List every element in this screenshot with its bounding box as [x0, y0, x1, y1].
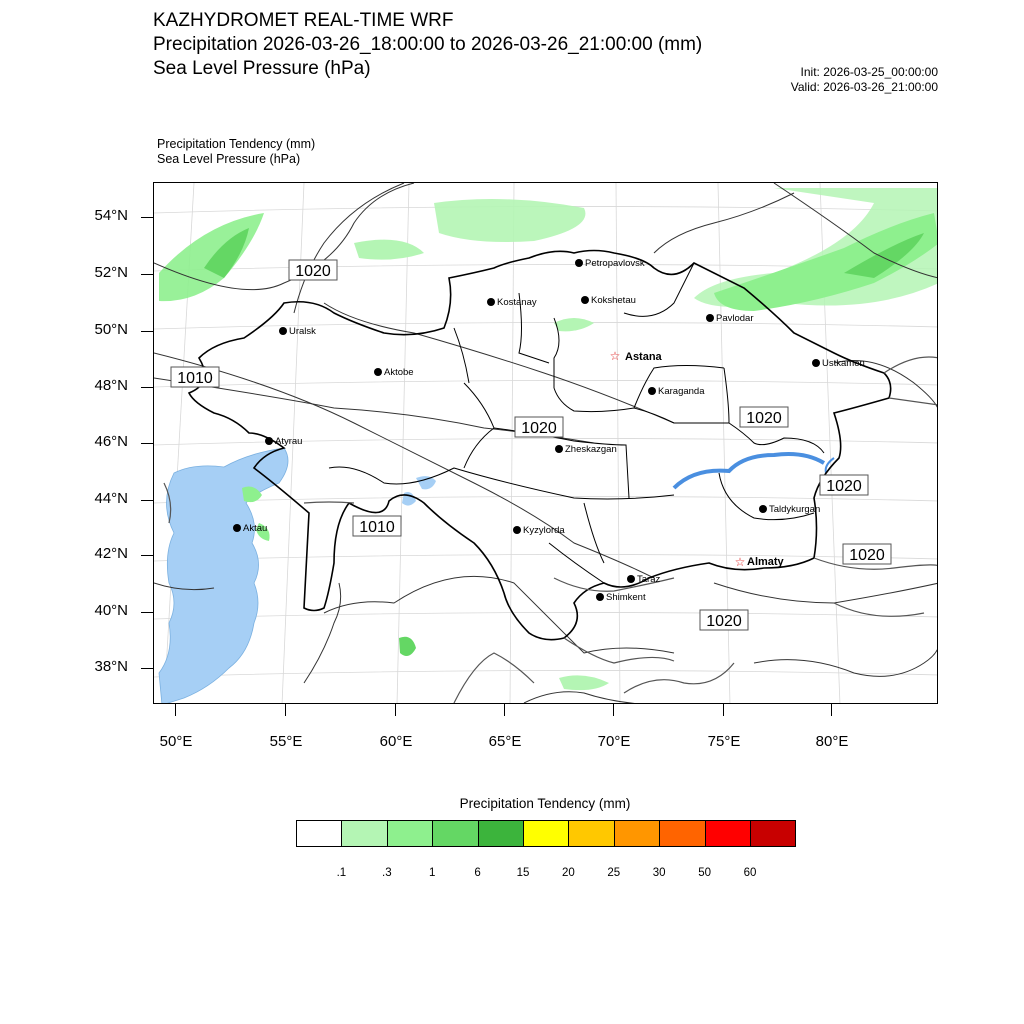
svg-text:1010: 1010	[177, 370, 213, 387]
lat-tick-label: 38°N	[94, 658, 128, 675]
city-zheskazgan	[555, 444, 617, 455]
isobar-label	[740, 407, 788, 427]
svg-text:Pavlodar: Pavlodar	[716, 313, 754, 324]
colorbar-swatch	[614, 820, 660, 847]
svg-text:Taraz: Taraz	[637, 574, 661, 585]
colorbar-label: 15	[516, 867, 530, 879]
lat-tick-mark	[141, 555, 153, 556]
lon-tick-label: 65°E	[488, 733, 522, 750]
colorbar-swatch	[478, 820, 524, 847]
lon-tick-mark	[175, 704, 176, 716]
title-line-3: Sea Level Pressure (hPa)	[153, 58, 371, 79]
field-label-precip: Precipitation Tendency (mm)	[157, 137, 316, 151]
lat-tick-label: 40°N	[94, 602, 128, 619]
star-icon: ☆	[609, 349, 621, 363]
lake-balkhash	[674, 454, 824, 488]
lat-tick-mark	[141, 612, 153, 613]
colorbar-swatch	[659, 820, 705, 847]
lat-tick-label: 44°N	[94, 490, 128, 507]
colorbar-label: 25	[607, 867, 621, 879]
colorbar-title: Precipitation Tendency (mm)	[459, 796, 631, 811]
svg-text:Karaganda: Karaganda	[658, 386, 705, 397]
svg-text:1020: 1020	[746, 410, 782, 427]
lat-tick-mark	[141, 217, 153, 218]
svg-text:Uralsk: Uralsk	[289, 326, 316, 337]
isobar-label	[515, 417, 563, 437]
colorbar-swatch	[296, 820, 342, 847]
map-canvas	[154, 183, 938, 704]
colorbar-label: 20	[561, 867, 575, 879]
colorbar-swatch	[387, 820, 433, 847]
lon-tick-label: 80°E	[815, 733, 849, 750]
city-taldykurgan	[759, 504, 820, 515]
city-pavlodar	[706, 313, 754, 324]
lon-tick-label: 55°E	[269, 733, 303, 750]
svg-text:1010: 1010	[359, 519, 395, 536]
lat-tick-label: 52°N	[94, 264, 128, 281]
colorbar-swatch	[568, 820, 614, 847]
svg-text:Ustkamen: Ustkamen	[822, 358, 865, 369]
city-astana	[610, 349, 663, 363]
isobar-label	[289, 260, 337, 280]
lat-tick-mark	[141, 443, 153, 444]
lon-tick-mark	[723, 704, 724, 716]
isobar-label	[353, 516, 401, 536]
city-kyzylorda	[513, 525, 565, 536]
city-ustkamen	[812, 358, 865, 369]
svg-text:1020: 1020	[706, 613, 742, 630]
svg-text:1020: 1020	[849, 547, 885, 564]
colorbar-swatch	[705, 820, 751, 847]
colorbar-swatch	[341, 820, 387, 847]
svg-text:Zheskazgan: Zheskazgan	[565, 444, 617, 455]
lat-tick-label: 50°N	[94, 321, 128, 338]
colorbar-label: 50	[698, 867, 711, 879]
svg-text:Kyzylorda: Kyzylorda	[523, 525, 565, 536]
title-line-1: KAZHYDROMET REAL-TIME WRF	[153, 10, 454, 31]
svg-text:Kokshetau: Kokshetau	[591, 295, 636, 306]
lon-tick-label: 50°E	[159, 733, 193, 750]
svg-text:Taldykurgan: Taldykurgan	[769, 504, 821, 515]
lon-tick-mark	[285, 704, 286, 716]
city-almaty	[735, 555, 785, 569]
svg-text:Almaty: Almaty	[747, 556, 784, 568]
city-petropavlovsk	[575, 258, 645, 269]
svg-text:1020: 1020	[826, 478, 862, 495]
lat-tick-mark	[141, 387, 153, 388]
title-line-2: Precipitation 2026-03-26_18:00:00 to 2026-03-26_21:00:00 (mm)	[153, 34, 703, 55]
svg-text:Aktau: Aktau	[243, 523, 268, 534]
colorbar-label: 30	[652, 867, 666, 879]
colorbar-label: 1	[428, 867, 436, 879]
svg-text:1020: 1020	[295, 263, 331, 280]
colorbar-label: 60	[743, 867, 757, 879]
colorbar-swatch	[432, 820, 478, 847]
svg-text:Astana: Astana	[625, 351, 662, 363]
city-atyrau	[265, 436, 302, 447]
svg-text:Atyrau: Atyrau	[275, 436, 303, 447]
colorbar-label: 6	[474, 867, 481, 879]
caspian-sea	[159, 448, 288, 704]
lat-tick-mark	[141, 500, 153, 501]
lon-tick-mark	[831, 704, 832, 716]
lat-tick-label: 54°N	[94, 207, 128, 224]
svg-text:Petropavlovsk: Petropavlovsk	[585, 258, 645, 269]
svg-text:Kostanay: Kostanay	[497, 297, 537, 308]
svg-text:Aktobe: Aktobe	[384, 367, 414, 378]
lat-tick-mark	[141, 274, 153, 275]
city-shimkent	[596, 592, 646, 603]
svg-text:1020: 1020	[521, 420, 557, 437]
city-karaganda	[648, 386, 705, 397]
isobar-label	[171, 367, 219, 387]
lon-tick-label: 60°E	[379, 733, 413, 750]
svg-text:Shimkent: Shimkent	[606, 592, 646, 603]
isobar-label	[843, 544, 891, 564]
city-uralsk	[279, 326, 316, 337]
city-kostanay	[487, 297, 537, 308]
lat-tick-label: 48°N	[94, 377, 128, 394]
aral-sea	[416, 476, 436, 489]
lon-tick-label: 70°E	[597, 733, 631, 750]
colorbar-label: .3	[382, 867, 392, 879]
isobar-label	[700, 610, 748, 630]
city-kokshetau	[581, 295, 636, 306]
lon-tick-label: 75°E	[707, 733, 741, 750]
lat-tick-label: 42°N	[94, 545, 128, 562]
lon-tick-mark	[504, 704, 505, 716]
colorbar-swatch	[750, 820, 796, 847]
colorbar-swatch	[523, 820, 569, 847]
init-time: Init: 2026-03-25_00:00:00	[800, 65, 938, 79]
lat-tick-mark	[141, 331, 153, 332]
star-icon: ☆	[734, 555, 746, 569]
lon-tick-mark	[395, 704, 396, 716]
lon-tick-mark	[613, 704, 614, 716]
lat-tick-label: 46°N	[94, 433, 128, 450]
field-label-slp: Sea Level Pressure (hPa)	[157, 152, 301, 166]
colorbar-label: .1	[336, 867, 347, 879]
city-aktobe	[374, 367, 414, 378]
valid-time: Valid: 2026-03-26_21:00:00	[790, 80, 938, 94]
isobar-label	[820, 475, 868, 495]
city-taraz	[627, 574, 660, 585]
map-panel	[153, 182, 938, 704]
lat-tick-mark	[141, 668, 153, 669]
